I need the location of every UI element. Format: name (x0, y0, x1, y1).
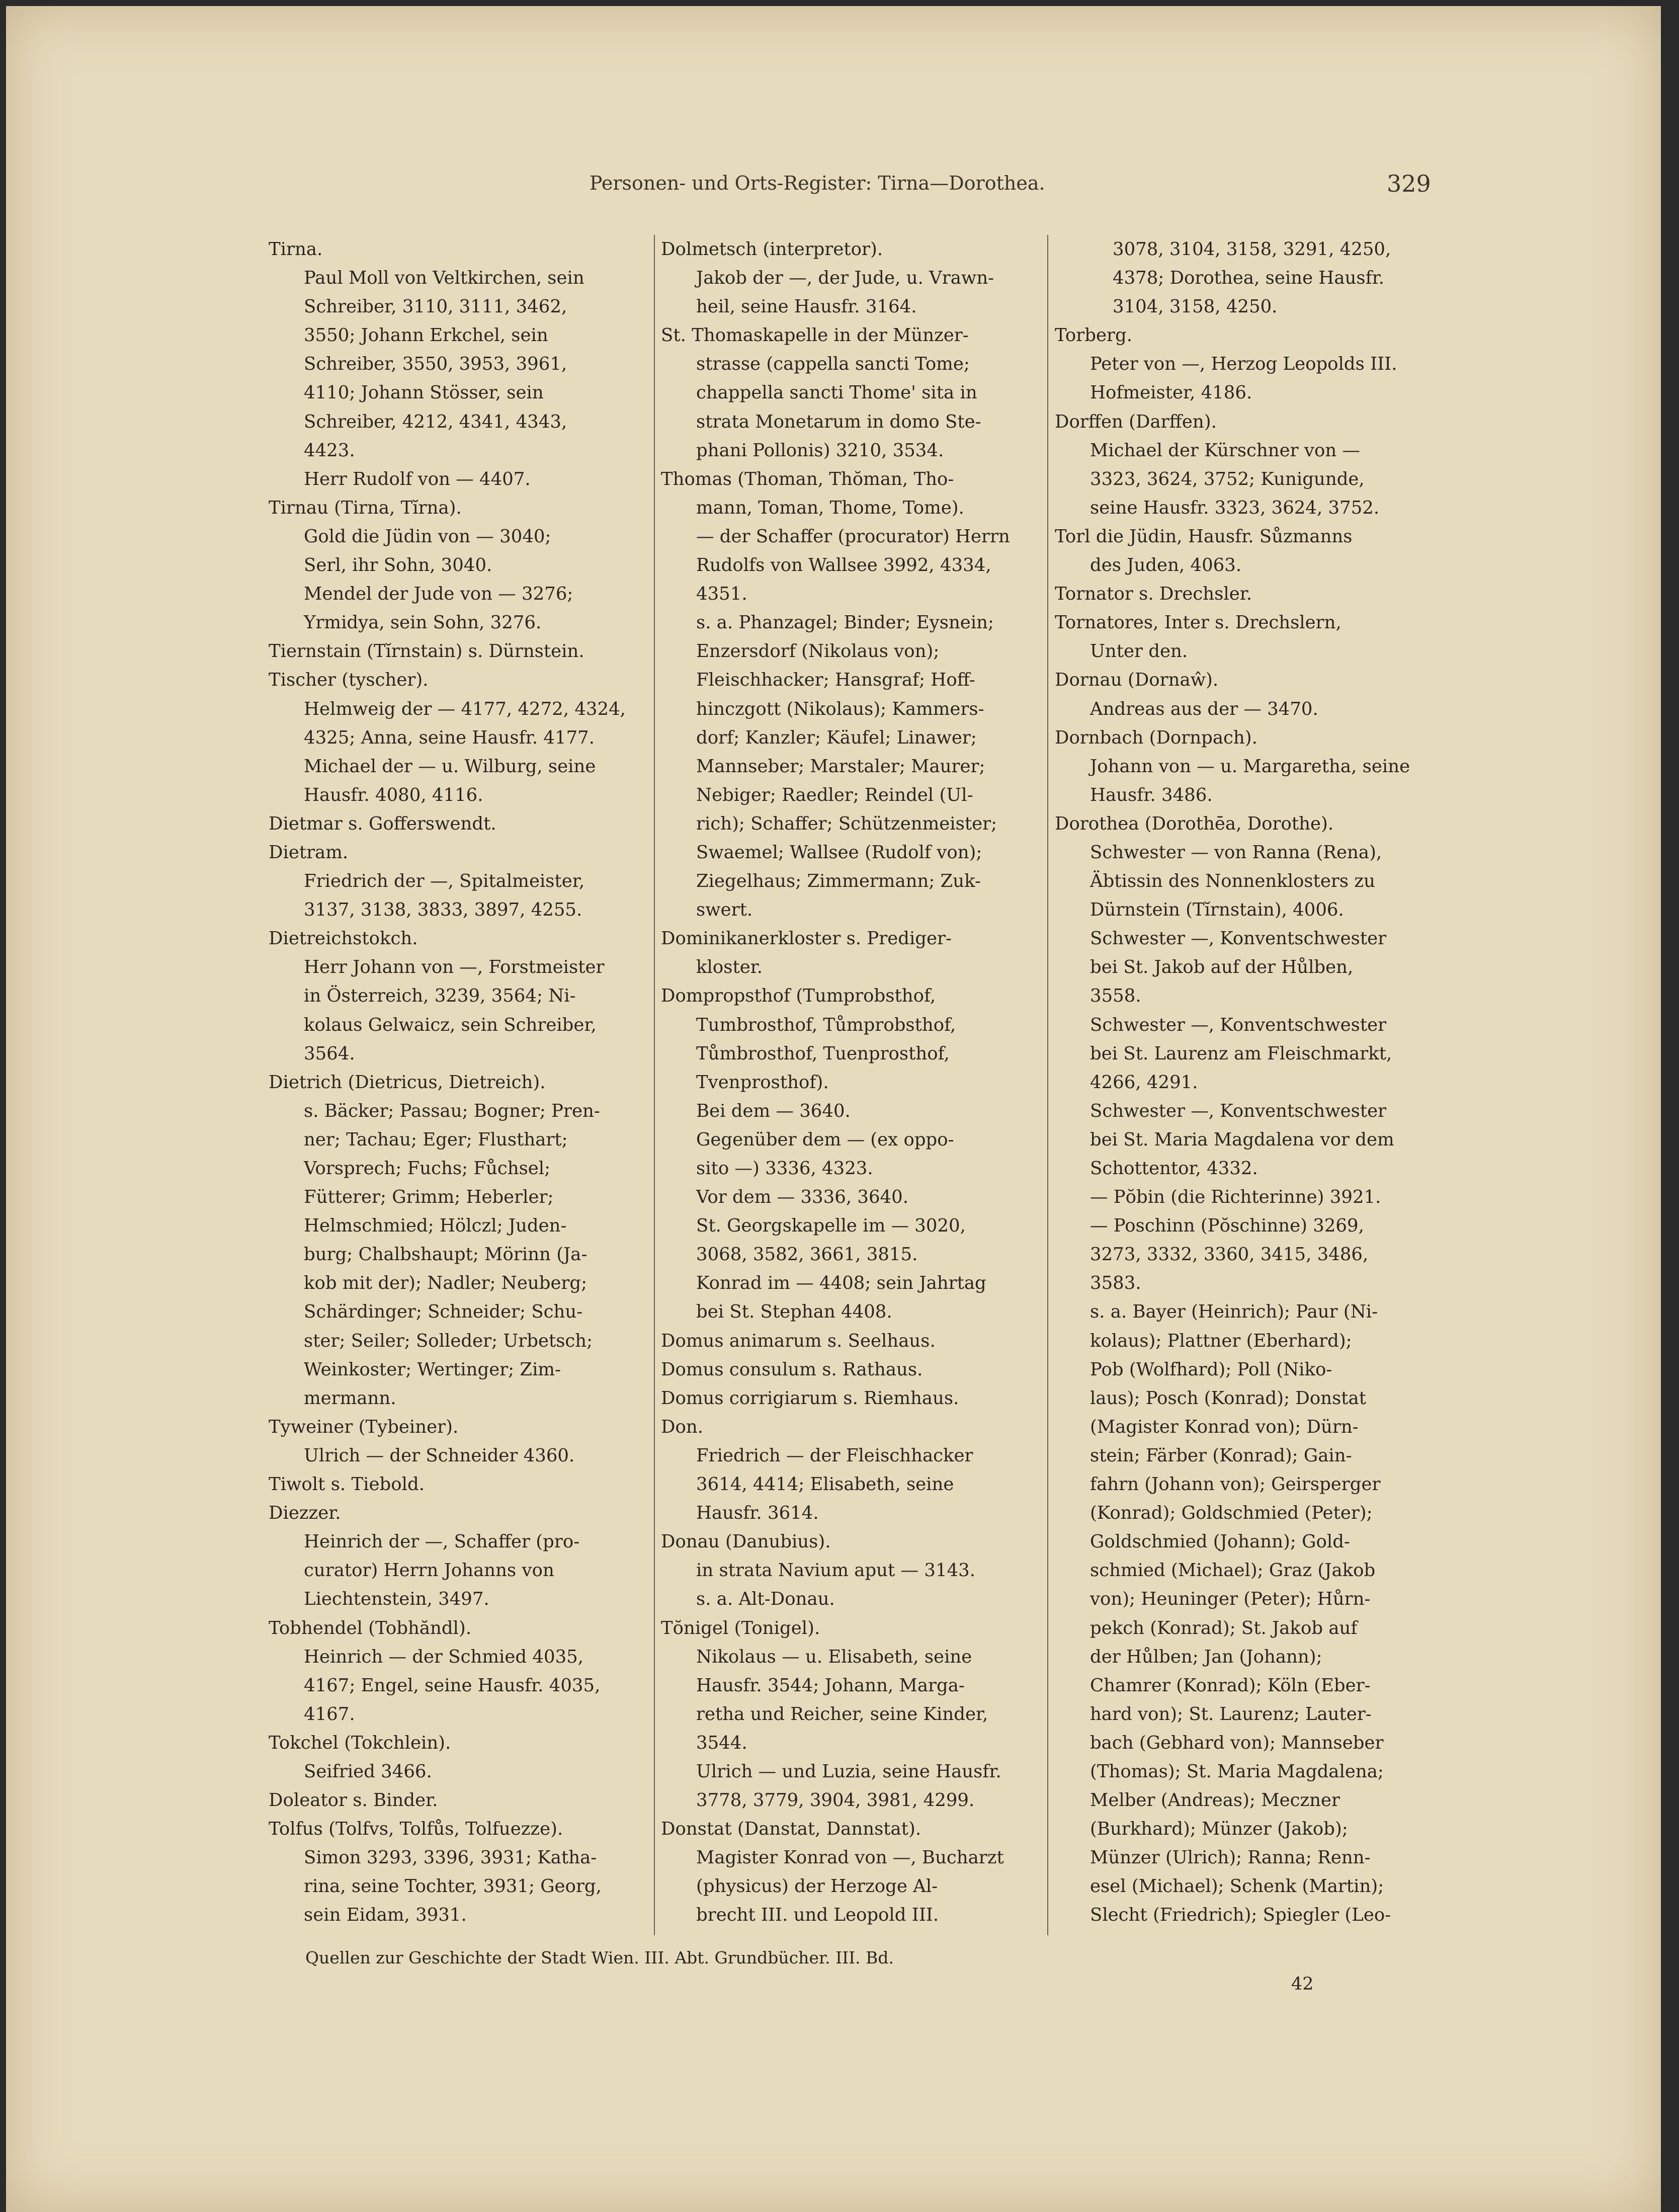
register-entry-line: Chamrer (Konrad); Köln (Eber- (1090, 1675, 1371, 1696)
register-entry-heading: Donau (Danubius). (661, 1531, 831, 1552)
register-entry-line: (physicus) der Herzoge Al- (696, 1876, 938, 1897)
register-entry-line: bei St. Stephan 4408. (696, 1301, 892, 1323)
register-entry-heading: Thomas (Thoman, Thŏman, Tho- (661, 468, 954, 489)
register-entry-line: 3273, 3332, 3360, 3415, 3486, (1090, 1244, 1369, 1265)
register-entry-line: Johann von — u. Margaretha, seine (1090, 756, 1410, 777)
register-entry-line: Michael der — u. Wilburg, seine (304, 756, 596, 777)
register-entry-line: Seifried 3466. (304, 1761, 432, 1782)
register-entry-line: retha und Reicher, seine Kinder, (696, 1703, 988, 1725)
register-entry-line: 4167. (304, 1703, 355, 1725)
register-entry-line: Fleischhacker; Hansgraf; Hoff- (696, 670, 975, 691)
register-entry-heading: Dompropsthof (Tumprobsthof, (661, 986, 936, 1007)
register-entry-heading: Tolfus (Tolfvs, Tolfůs, Tolfuezze). (269, 1819, 563, 1840)
register-entry-line: — Poschinn (Pŏschinne) 3269, (1090, 1215, 1364, 1237)
register-entry-line: 4423. (304, 440, 355, 461)
register-entry-line: Herr Rudolf von — 4407. (304, 468, 531, 489)
register-entry-line: 3614, 4414; Elisabeth, seine (696, 1474, 954, 1495)
register-entry-line: Rudolfs von Wallsee 3992, 4334, (696, 555, 991, 576)
register-entry-line: Serl, ihr Sohn, 3040. (304, 555, 492, 576)
register-entry-line: Liechtenstein, 3497. (304, 1589, 489, 1610)
register-entry-line: Pob (Wolfhard); Poll (Niko- (1090, 1359, 1332, 1380)
register-entry-line: seine Hausfr. 3323, 3624, 3752. (1090, 497, 1380, 518)
register-entry-line: Hofmeister, 4186. (1090, 382, 1252, 403)
register-entry-line: swert. (696, 899, 753, 921)
register-entry-line: rina, seine Tochter, 3931; Georg, (304, 1876, 602, 1897)
register-entry-line: Slecht (Friedrich); Spiegler (Leo- (1090, 1905, 1391, 1926)
register-entry-line: hard von); St. Laurenz; Lauter- (1090, 1703, 1372, 1725)
register-entry-line: Hausfr. 4080, 4116. (304, 784, 483, 805)
register-entry-line: Äbtissin des Nonnenklosters zu (1090, 871, 1375, 892)
register-entry-line: s. Bäcker; Passau; Bogner; Pren- (304, 1100, 600, 1121)
register-entry-heading: Tirnau (Tirna, Tĭrna). (269, 497, 462, 518)
register-entry-line: Schwester — von Ranna (Rena), (1090, 842, 1382, 863)
register-entry-line: 3583. (1090, 1273, 1141, 1294)
register-entry-heading: Donstat (Danstat, Dannstat). (661, 1819, 921, 1840)
register-entry-line: Yrmidya, sein Sohn, 3276. (304, 612, 542, 633)
register-entry-line: kolaus Gelwaicz, sein Schreiber, (304, 1014, 597, 1035)
register-entry-line: Herr Johann von —, Forstmeister (304, 957, 605, 978)
register-entry-line: Schwester —, Konventschwester (1090, 1100, 1387, 1121)
register-entry-heading: Dietmar s. Gofferswendt. (269, 813, 496, 834)
register-entry-line: (Konrad); Goldschmied (Peter); (1090, 1503, 1373, 1524)
register-entry-heading: Tiernstain (Tĭrnstain) s. Dürnstein. (269, 641, 584, 662)
page-number: 329 (1387, 170, 1431, 197)
register-entry-line: sito —) 3336, 4323. (696, 1158, 873, 1179)
register-entry-line: 4325; Anna, seine Hausfr. 4177. (304, 727, 595, 748)
register-entry-line: Hausfr. 3486. (1090, 784, 1213, 805)
register-entry-line: Schreiber, 4212, 4341, 4343, (304, 411, 567, 432)
register-entry-line: 3323, 3624, 3752; Kunigunde, (1090, 468, 1365, 489)
footer-source-line: Quellen zur Geschichte der Stadt Wien. III. Abt. Grundbücher. III. Bd. (305, 1948, 894, 1968)
register-entry-heading: Tirna. (269, 239, 323, 260)
register-entry-line: Dürnstein (Tĭrnstain), 4006. (1090, 899, 1344, 921)
register-entry-heading: Tornatores, Inter s. Drechslern, (1055, 612, 1341, 633)
register-entry-line: Schärdinger; Schneider; Schu- (304, 1301, 583, 1323)
register-entry-line: Vor dem — 3336, 3640. (696, 1187, 909, 1208)
register-entry-line: 3558. (1090, 986, 1141, 1007)
register-entry-heading: Don. (661, 1416, 703, 1437)
register-entry-heading: Torl die Jüdin, Hausfr. Sůzmanns (1055, 526, 1353, 547)
register-entry-line: bach (Gebhard von); Mannseber (1090, 1732, 1384, 1753)
register-column-3 (1055, 235, 1427, 1930)
register-entry-line: kolaus); Plattner (Eberhard); (1090, 1330, 1352, 1351)
register-entry-line: Friedrich — der Fleischhacker (696, 1445, 973, 1466)
register-entry-heading: Dornau (Dornaŵ). (1055, 670, 1219, 691)
register-entry-line: Tumbrosthof, Tůmprobsthof, (696, 1014, 956, 1035)
register-entry-line: 4110; Johann Stösser, sein (304, 382, 544, 403)
register-entry-line: Gegenüber dem — (ex oppo- (696, 1129, 954, 1150)
register-entry-line: Schreiber, 3550, 3953, 3961, (304, 354, 567, 375)
register-entry-line: s. a. Alt-Donau. (696, 1589, 835, 1610)
register-entry-line: 3068, 3582, 3661, 3815. (696, 1244, 918, 1265)
register-entry-line: mermann. (304, 1387, 396, 1409)
register-entry-line: curator) Herrn Johanns von (304, 1560, 554, 1581)
register-entry-line: (Burkhard); Münzer (Jakob); (1090, 1819, 1348, 1840)
register-entry-line: ster; Seiler; Solleder; Urbetsch; (304, 1330, 593, 1351)
register-entry-heading: Tokchel (Tokchlein). (269, 1732, 451, 1753)
register-entry-line: Helmweig der — 4177, 4272, 4324, (304, 698, 626, 719)
register-entry-heading: Dietreichstokch. (269, 928, 418, 949)
register-entry-heading: Tischer (tyscher). (269, 670, 429, 691)
register-entry-line: kloster. (696, 957, 763, 978)
register-column-2 (661, 235, 1033, 1930)
register-entry-line: Magister Konrad von —, Bucharzt (696, 1847, 1004, 1868)
register-entry-line: Andreas aus der — 3470. (1090, 698, 1318, 719)
register-entry-line: pekch (Konrad); St. Jakob auf (1090, 1617, 1358, 1638)
register-entry-line: fahrn (Johann von); Geirsperger (1090, 1474, 1381, 1495)
register-entry-line: Simon 3293, 3396, 3931; Katha- (304, 1847, 597, 1868)
register-entry-line: 3564. (304, 1043, 355, 1064)
register-entry-line: phani Pollonis) 3210, 3534. (696, 440, 944, 461)
column-divider (654, 235, 655, 1935)
register-entry-line: laus); Posch (Konrad); Donstat (1090, 1387, 1366, 1409)
register-column-1 (269, 235, 641, 1930)
register-entry-line: Konrad im — 4408; sein Jahrtag (696, 1273, 986, 1294)
register-entry-line: in Österreich, 3239, 3564; Ni- (304, 986, 576, 1007)
register-entry-line: der Hůlben; Jan (Johann); (1090, 1646, 1322, 1667)
register-entry-line: Nikolaus — u. Elisabeth, seine (696, 1646, 972, 1667)
register-entry-line: Münzer (Ulrich); Ranna; Renn- (1090, 1847, 1371, 1868)
register-entry-line: Mannseber; Marstaler; Maurer; (696, 756, 985, 777)
register-entry-line: Heinrich — der Schmied 4035, (304, 1646, 584, 1667)
register-entry-line: Ziegelhaus; Zimmermann; Zuk- (696, 871, 981, 892)
register-entry-line: strata Monetarum in domo Ste- (696, 411, 981, 432)
register-entry-line: burg; Chalbshaupt; Mörinn (Ja- (304, 1244, 587, 1265)
register-entry-line: 3778, 3779, 3904, 3981, 4299. (696, 1790, 975, 1811)
register-entry-line: Swaemel; Wallsee (Rudolf von); (696, 842, 982, 863)
register-entry-line: des Juden, 4063. (1090, 555, 1242, 576)
register-entry-heading: Dorothea (Dorothēa, Dorothe). (1055, 813, 1334, 834)
register-entry-line: 4351. (696, 584, 747, 605)
register-entry-heading: Tornator s. Drechsler. (1055, 584, 1252, 605)
register-entry-line: 4266, 4291. (1090, 1072, 1198, 1093)
register-entry-heading: Domus consulum s. Rathaus. (661, 1359, 923, 1380)
register-entry-heading: Torberg. (1055, 325, 1132, 346)
register-entry-line: Helmschmied; Hölczl; Juden- (304, 1215, 567, 1237)
register-entry-line: dorf; Kanzler; Käufel; Linawer; (696, 727, 977, 748)
register-entry-line: heil, seine Hausfr. 3164. (696, 296, 917, 317)
register-entry-line: s. a. Bayer (Heinrich); Paur (Ni- (1090, 1301, 1378, 1323)
register-entry-line: Fütterer; Grimm; Heberler; (304, 1187, 554, 1208)
register-entry-line: von); Heuninger (Peter); Hůrn- (1090, 1589, 1371, 1610)
register-entry-line: (Magister Konrad von); Dürn- (1090, 1416, 1359, 1437)
register-entry-line: Ulrich — und Luzia, seine Hausfr. (696, 1761, 1001, 1782)
register-entry-line: Enzersdorf (Nikolaus von); (696, 641, 940, 662)
register-entry-line: Schwester —, Konventschwester (1090, 928, 1387, 949)
register-entry-line: schmied (Michael); Graz (Jakob (1090, 1560, 1376, 1581)
register-entry-line: Friedrich der —, Spitalmeister, (304, 871, 585, 892)
register-entry-line: — der Schaffer (procurator) Herrn (696, 526, 1010, 547)
register-entry-heading: Tobhendel (Tobhăndl). (269, 1617, 472, 1638)
register-entry-line: St. Georgskapelle im — 3020, (696, 1215, 966, 1237)
register-entry-heading: Doleator s. Binder. (269, 1790, 438, 1811)
register-entry-heading: Dominikanerkloster s. Prediger- (661, 928, 952, 949)
register-entry-line: in strata Navium aput — 3143. (696, 1560, 975, 1581)
register-entry-line: Goldschmied (Johann); Gold- (1090, 1531, 1350, 1552)
register-entry-heading: Tŏnigel (Tonigel). (661, 1617, 820, 1638)
register-entry-heading: Tiwolt s. Tiebold. (269, 1474, 425, 1495)
register-entry-line: Ulrich — der Schneider 4360. (304, 1445, 575, 1466)
register-entry-line: Hausfr. 3544; Johann, Marga- (696, 1675, 965, 1696)
register-entry-heading: Dolmetsch (interpretor). (661, 239, 883, 260)
register-entry-line: Vorsprech; Fuchs; Fůchsel; (304, 1158, 551, 1179)
register-entry-heading: Dornbach (Dornpach). (1055, 727, 1257, 748)
register-entry-line: 3104, 3158, 4250. (1113, 296, 1278, 317)
register-entry-heading: Dorffen (Darffen). (1055, 411, 1217, 432)
register-entry-line: Paul Moll von Veltkirchen, sein (304, 268, 584, 289)
register-entry-heading: Domus animarum s. Seelhaus. (661, 1330, 936, 1351)
register-entry-line: mann, Toman, Thome, Tome). (696, 497, 964, 518)
register-entry-line: bei St. Jakob auf der Hůlben, (1090, 957, 1354, 978)
register-entry-line: Jakob der —, der Jude, u. Vrawn- (696, 268, 994, 289)
register-entry-line: Schreiber, 3110, 3111, 3462, (304, 296, 567, 317)
register-entry-line: 4167; Engel, seine Hausfr. 4035, (304, 1675, 601, 1696)
register-entry-line: 3550; Johann Erkchel, sein (304, 325, 548, 346)
register-entry-line: sein Eidam, 3931. (304, 1905, 467, 1926)
register-entry-line: Peter von —, Herzog Leopolds III. (1090, 354, 1397, 375)
register-entry-line: kob mit der); Nadler; Neuberg; (304, 1273, 587, 1294)
register-entry-line: Schottentor, 4332. (1090, 1158, 1258, 1179)
book-page (6, 6, 1661, 2212)
register-entry-line: Tvenprosthof). (696, 1072, 829, 1093)
register-entry-heading: Domus corrigiarum s. Riemhaus. (661, 1387, 959, 1409)
register-entry-line: strasse (cappella sancti Tome; (696, 354, 970, 375)
register-entry-line: 4378; Dorothea, seine Hausfr. (1113, 268, 1385, 289)
register-entry-line: ner; Tachau; Eger; Flusthart; (304, 1129, 568, 1150)
register-entry-line: brecht III. und Leopold III. (696, 1905, 939, 1926)
register-entry-line: Schwester —, Konventschwester (1090, 1014, 1387, 1035)
register-entry-line: 3078, 3104, 3158, 3291, 4250, (1113, 239, 1391, 260)
register-entry-line: 3137, 3138, 3833, 3897, 4255. (304, 899, 582, 921)
column-divider (1047, 235, 1048, 1935)
register-entry-line: Heinrich der —, Schaffer (pro- (304, 1531, 580, 1552)
running-header (6, 172, 1661, 202)
register-entry-line: Bei dem — 3640. (696, 1100, 851, 1121)
register-entry-heading: Dietram. (269, 842, 349, 863)
register-entry-line: 3544. (696, 1732, 747, 1753)
running-title: Personen- und Orts-Register: Tirna—Dorothea. (590, 172, 1045, 194)
register-entry-line: bei St. Laurenz am Fleischmarkt, (1090, 1043, 1392, 1064)
register-entry-heading: Tyweiner (Tybeiner). (269, 1416, 459, 1437)
register-entry-line: Gold die Jüdin von — 3040; (304, 526, 551, 547)
register-entry-line: hinczgott (Nikolaus); Kammers- (696, 698, 984, 719)
register-entry-line: bei St. Maria Magdalena vor dem (1090, 1129, 1394, 1150)
register-entry-line: Michael der Kürschner von — (1090, 440, 1360, 461)
register-entry-heading: Diezzer. (269, 1503, 341, 1524)
register-entry-line: — Pŏbin (die Richterinne) 3921. (1090, 1187, 1381, 1208)
register-entry-line: Melber (Andreas); Meczner (1090, 1790, 1340, 1811)
register-entry-line: s. a. Phanzagel; Binder; Eysnein; (696, 612, 994, 633)
register-entry-heading: Dietrich (Dietricus, Dietreich). (269, 1072, 546, 1093)
register-entry-line: Hausfr. 3614. (696, 1503, 819, 1524)
register-entry-line: Nebiger; Raedler; Reindel (Ul- (696, 784, 973, 805)
sheet-signature: 42 (1291, 1974, 1314, 1994)
register-entry-line: chappella sancti Thome' sita in (696, 382, 977, 403)
register-entry-line: Unter den. (1090, 641, 1188, 662)
register-entry-line: stein; Färber (Konrad); Gain- (1090, 1445, 1352, 1466)
register-entry-line: Weinkoster; Wertinger; Zim- (304, 1359, 561, 1380)
register-entry-line: (Thomas); St. Maria Magdalena; (1090, 1761, 1384, 1782)
register-entry-line: esel (Michael); Schenk (Martin); (1090, 1876, 1384, 1897)
register-entry-line: Tůmbrosthof, Tuenprosthof, (696, 1043, 950, 1064)
register-entry-line: rich); Schaffer; Schützenmeister; (696, 813, 997, 834)
register-entry-heading: St. Thomaskapelle in der Münzer- (661, 325, 969, 346)
register-entry-line: Mendel der Jude von — 3276; (304, 584, 573, 605)
